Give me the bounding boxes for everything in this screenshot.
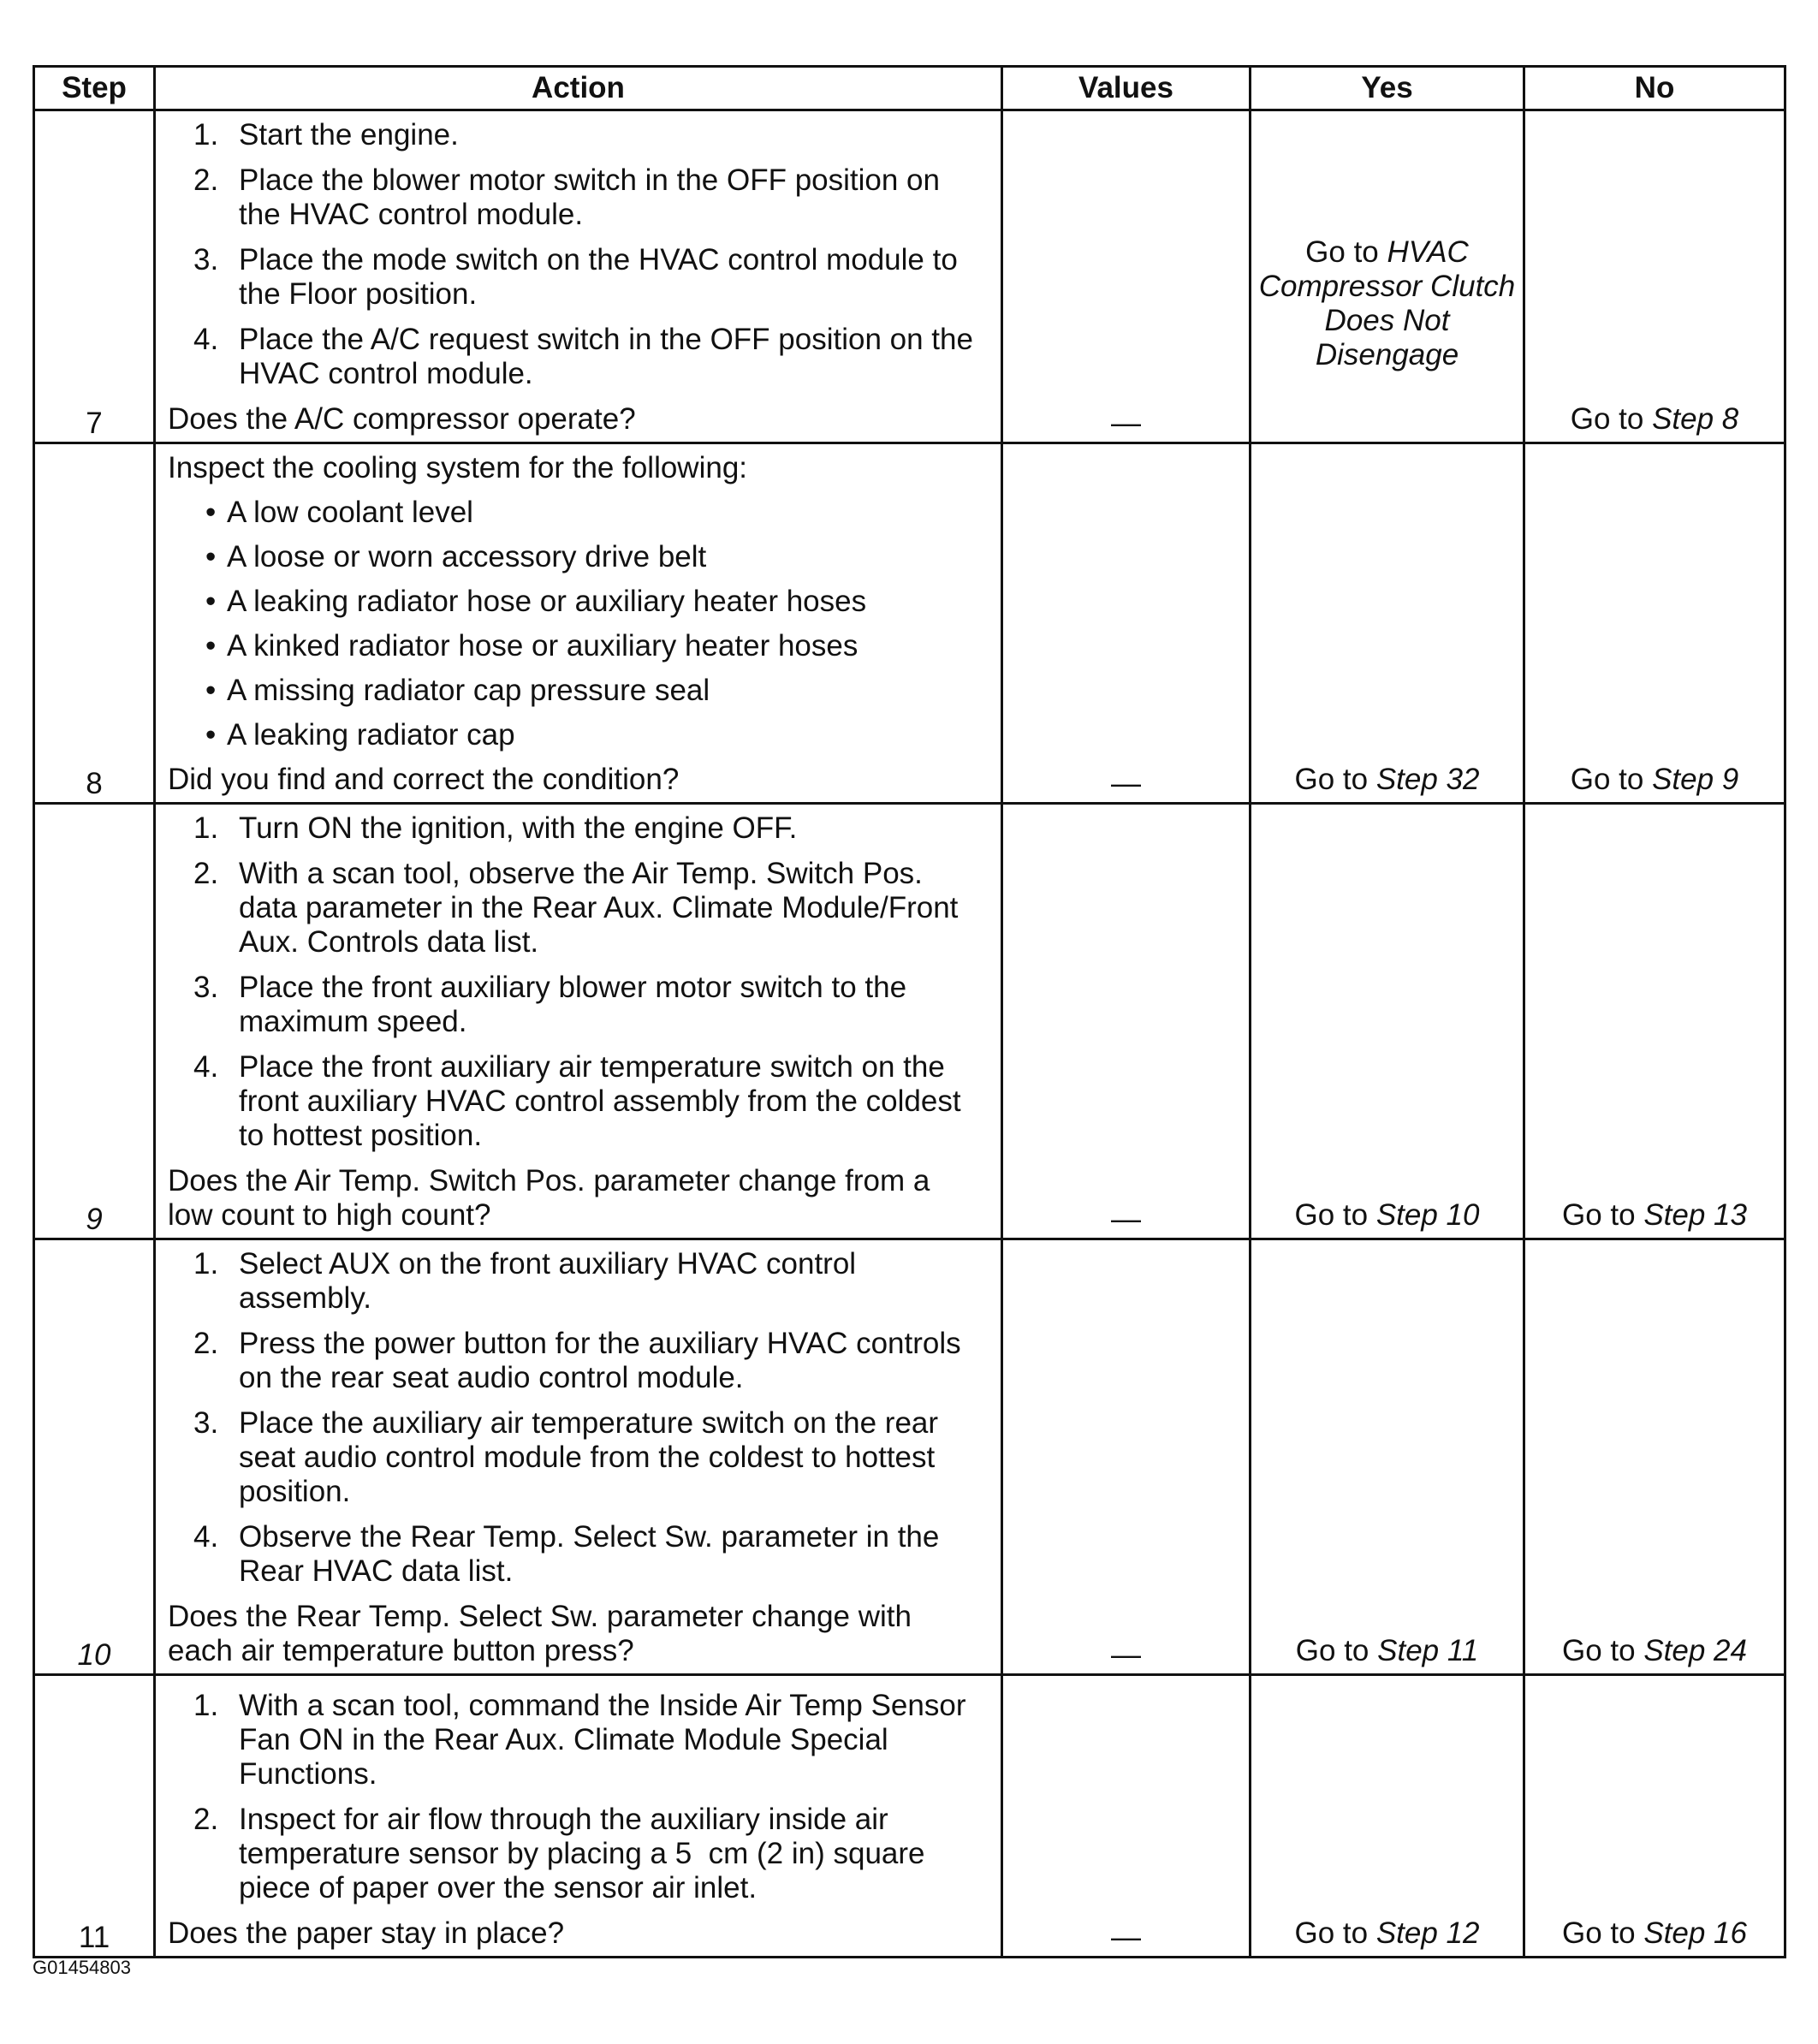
no-cell bbox=[1524, 443, 1785, 804]
table-row bbox=[34, 110, 1785, 443]
bullet-icon: • bbox=[205, 496, 217, 529]
yes-cell bbox=[1251, 804, 1524, 1239]
yes-reference: Step 32 bbox=[1375, 763, 1480, 796]
values-cell: — bbox=[1002, 1675, 1251, 1958]
action-cell bbox=[155, 804, 1002, 1239]
no-prefix: Go to bbox=[1562, 1634, 1644, 1667]
no-reference: Step 24 bbox=[1643, 1634, 1747, 1667]
action-step bbox=[168, 1050, 982, 1153]
step-text: Place the blower motor switch in the OFF position on the HVAC control module. bbox=[239, 163, 940, 231]
yes-reference: Step 10 bbox=[1375, 1198, 1480, 1232]
action-step bbox=[168, 1520, 982, 1589]
action-question: Does the A/C compressor operate? bbox=[168, 402, 636, 436]
header-no: No bbox=[1524, 67, 1785, 110]
step-text: Turn ON the ignition, with the engine OFF. bbox=[239, 811, 798, 845]
inspection-item bbox=[168, 496, 982, 530]
values-cell: — bbox=[1002, 804, 1251, 1239]
action-step bbox=[168, 857, 982, 960]
step-index: 4. bbox=[193, 1050, 219, 1084]
yes-cell bbox=[1251, 1675, 1524, 1958]
no-reference: Step 9 bbox=[1652, 763, 1739, 796]
yes-prefix: Go to bbox=[1295, 1634, 1378, 1667]
step-index: 1. bbox=[193, 811, 219, 845]
step-text: Observe the Rear Temp. Select Sw. parameter in the Rear HVAC data list. bbox=[239, 1520, 940, 1588]
values-cell: — bbox=[1002, 443, 1251, 804]
header-step: Step bbox=[34, 67, 155, 110]
bullet-icon: • bbox=[205, 585, 217, 618]
inspection-item bbox=[168, 718, 982, 752]
inspection-list bbox=[168, 496, 982, 752]
table-row bbox=[34, 804, 1785, 1239]
action-step bbox=[168, 243, 982, 312]
yes-reference: Step 12 bbox=[1375, 1916, 1480, 1950]
step-index: 3. bbox=[193, 1406, 219, 1440]
yes-cell bbox=[1251, 1239, 1524, 1675]
action-question: Does the Air Temp. Switch Pos. parameter change from a low count to high count? bbox=[168, 1164, 930, 1232]
action-question: Does the paper stay in place? bbox=[168, 1916, 565, 1950]
table-row bbox=[34, 1675, 1785, 1958]
inspection-text: A loose or worn accessory drive belt bbox=[227, 540, 707, 573]
action-step bbox=[168, 118, 982, 152]
step-number: 9 bbox=[34, 804, 155, 1239]
inspection-text: A leaking radiator cap bbox=[227, 718, 515, 752]
header-action: Action bbox=[155, 67, 1002, 110]
values-cell: — bbox=[1002, 1239, 1251, 1675]
step-text: Select AUX on the front auxiliary HVAC control assembly. bbox=[239, 1247, 857, 1315]
inspection-item bbox=[168, 585, 982, 619]
step-text: With a scan tool, command the Inside Air Temp Sensor Fan ON in the Rear Aux. Climate Module Special Functions. bbox=[239, 1689, 966, 1791]
step-text: Start the engine. bbox=[239, 118, 459, 152]
no-cell bbox=[1524, 110, 1785, 443]
step-number: 11 bbox=[34, 1675, 155, 1958]
no-cell bbox=[1524, 1239, 1785, 1675]
action-question: Does the Rear Temp. Select Sw. parameter change with each air temperature button press? bbox=[168, 1600, 912, 1667]
inspection-item bbox=[168, 674, 982, 708]
no-cell bbox=[1524, 804, 1785, 1239]
no-cell bbox=[1524, 1675, 1785, 1958]
step-index: 3. bbox=[193, 243, 219, 276]
table-row bbox=[34, 443, 1785, 804]
inspection-text: A leaking radiator hose or auxiliary heater hoses bbox=[227, 585, 867, 618]
no-prefix: Go to bbox=[1562, 1916, 1644, 1950]
step-text: Place the auxiliary air temperature switch on the rear seat audio control module from the coldest to hottest position. bbox=[239, 1406, 939, 1508]
step-index: 2. bbox=[193, 857, 219, 890]
header-values: Values bbox=[1002, 67, 1251, 110]
step-text: Inspect for air flow through the auxiliary inside air temperature sensor by placing a 5 cm (2 in) square piece of paper over the sensor air inlet. bbox=[239, 1803, 934, 1904]
action-steps bbox=[168, 1247, 982, 1589]
step-number: 7 bbox=[34, 110, 155, 443]
action-step bbox=[168, 1406, 982, 1509]
inspection-text: A missing radiator cap pressure seal bbox=[227, 674, 710, 707]
action-step bbox=[168, 163, 982, 232]
bullet-icon: • bbox=[205, 674, 217, 707]
action-step bbox=[168, 1327, 982, 1395]
no-reference: Step 13 bbox=[1643, 1198, 1747, 1232]
yes-reference: Step 11 bbox=[1377, 1634, 1479, 1667]
action-cell bbox=[155, 1239, 1002, 1675]
yes-reference: HVAC Compressor Clutch Does Not Disengage bbox=[1258, 235, 1516, 371]
header-yes: Yes bbox=[1251, 67, 1524, 110]
action-step bbox=[168, 811, 982, 846]
action-intro: Inspect the cooling system for the following: bbox=[168, 451, 748, 484]
step-text: Place the A/C request switch in the OFF position on the HVAC control module. bbox=[239, 323, 973, 390]
inspection-text: A low coolant level bbox=[227, 496, 473, 529]
step-index: 2. bbox=[193, 163, 219, 197]
bullet-icon: • bbox=[205, 540, 217, 573]
yes-prefix: Go to bbox=[1294, 1198, 1376, 1232]
action-step bbox=[168, 323, 982, 391]
action-steps bbox=[168, 118, 982, 391]
action-steps bbox=[168, 1689, 982, 1905]
values-cell: — bbox=[1002, 110, 1251, 443]
action-step bbox=[168, 1803, 982, 1905]
inspection-item bbox=[168, 540, 982, 574]
no-prefix: Go to bbox=[1570, 763, 1653, 796]
step-text: Press the power button for the auxiliary HVAC controls on the rear seat audio control module. bbox=[239, 1327, 961, 1394]
bullet-icon: • bbox=[205, 718, 217, 752]
action-step bbox=[168, 1247, 982, 1316]
step-index: 1. bbox=[193, 1247, 219, 1280]
inspection-text: A kinked radiator hose or auxiliary heater hoses bbox=[227, 629, 858, 663]
action-cell bbox=[155, 1675, 1002, 1958]
step-index: 2. bbox=[193, 1803, 219, 1836]
step-index: 2. bbox=[193, 1327, 219, 1360]
step-index: 3. bbox=[193, 971, 219, 1004]
no-prefix: Go to bbox=[1570, 402, 1653, 436]
table-header-row bbox=[34, 67, 1785, 110]
step-number: 8 bbox=[34, 443, 155, 804]
action-step bbox=[168, 1689, 982, 1791]
no-prefix: Go to bbox=[1562, 1198, 1644, 1232]
figure-id: G01454803 bbox=[33, 1957, 131, 1978]
step-text: Place the mode switch on the HVAC control module to the Floor position. bbox=[239, 243, 958, 311]
yes-prefix: Go to bbox=[1305, 235, 1387, 269]
diagnostic-table bbox=[33, 65, 1786, 1958]
step-index: 4. bbox=[193, 1520, 219, 1554]
yes-cell bbox=[1251, 443, 1524, 804]
step-index: 1. bbox=[193, 118, 219, 152]
step-number: 10 bbox=[34, 1239, 155, 1675]
table-row bbox=[34, 1239, 1785, 1675]
step-text: Place the front auxiliary air temperature switch on the front auxiliary HVAC control assembly from the coldest to hottest position. bbox=[239, 1050, 961, 1152]
yes-prefix: Go to bbox=[1294, 1916, 1376, 1950]
bullet-icon: • bbox=[205, 629, 217, 663]
action-steps bbox=[168, 811, 982, 1153]
step-index: 1. bbox=[193, 1689, 219, 1722]
action-question: Did you find and correct the condition? bbox=[168, 763, 680, 796]
action-cell bbox=[155, 443, 1002, 804]
step-text: With a scan tool, observe the Air Temp. Switch Pos. data parameter in the Rear Aux. Climate Module/Front Aux. Controls data list. bbox=[239, 857, 959, 959]
step-index: 4. bbox=[193, 323, 219, 356]
action-step bbox=[168, 971, 982, 1039]
yes-prefix: Go to bbox=[1294, 763, 1376, 796]
action-cell bbox=[155, 110, 1002, 443]
yes-cell bbox=[1251, 110, 1524, 443]
no-reference: Step 8 bbox=[1652, 402, 1739, 436]
no-reference: Step 16 bbox=[1643, 1916, 1747, 1950]
inspection-item bbox=[168, 629, 982, 663]
step-text: Place the front auxiliary blower motor switch to the maximum speed. bbox=[239, 971, 907, 1038]
